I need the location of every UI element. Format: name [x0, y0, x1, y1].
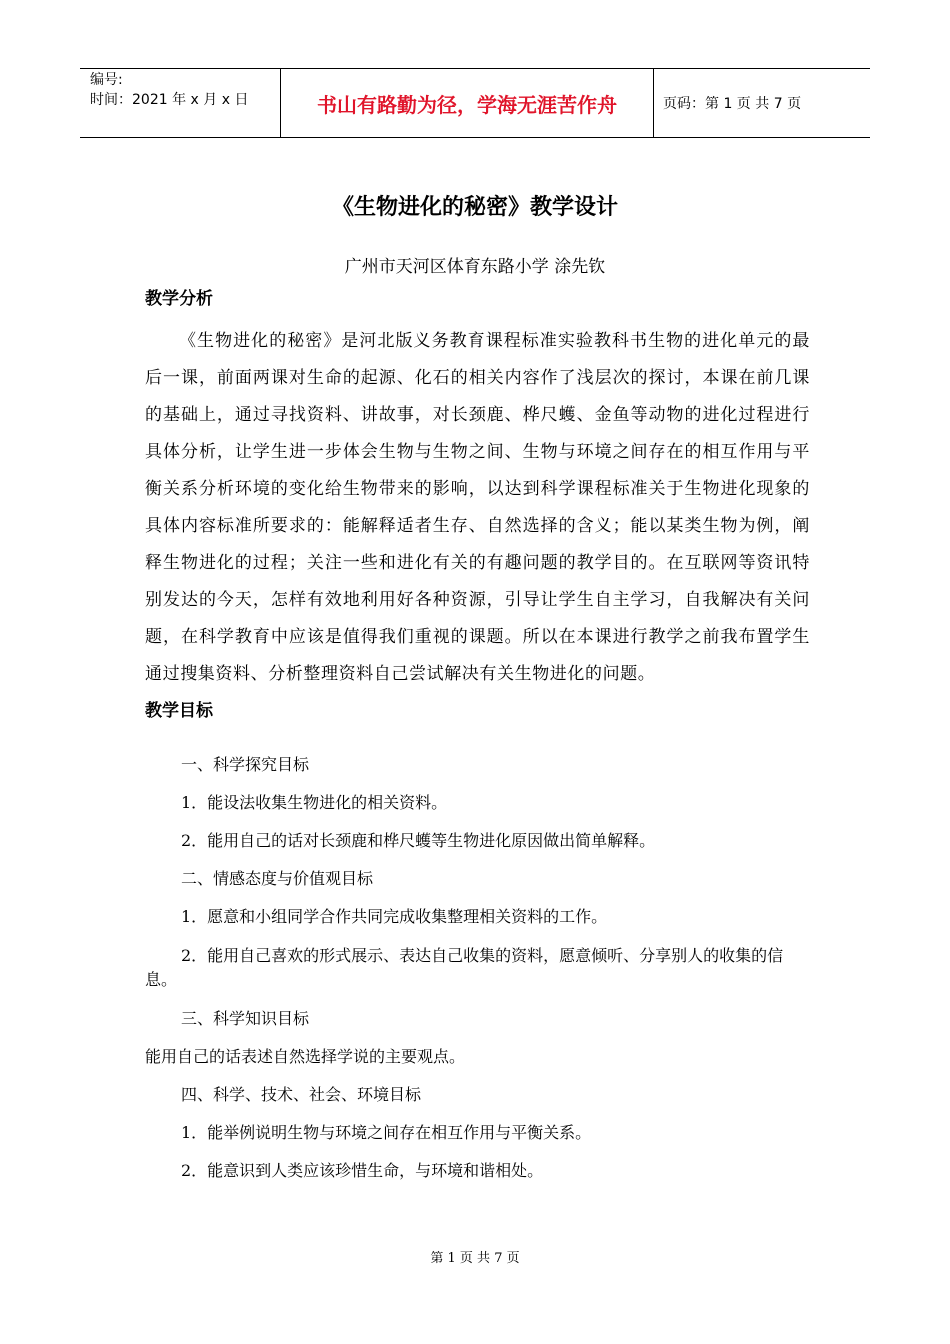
header-motto: 书山有路勤为径，学海无涯苦作舟: [280, 69, 654, 137]
goal3-text: 能用自己的话表述自然选择学说的主要观点。: [145, 1047, 466, 1066]
goal2-heading: 二、情感态度与价值观目标: [181, 869, 374, 888]
goal3-heading: 三、科学知识目标: [181, 1009, 310, 1028]
analysis-heading: 教学分析: [145, 289, 213, 309]
goal1-item1: 1．能设法收集生物进化的相关资料。: [181, 793, 448, 812]
time-label: 时间：2021 年 x 月 x 日: [90, 92, 249, 108]
goal4-item2: 2．能意识到人类应该珍惜生命，与环境和谐相处。: [181, 1161, 544, 1180]
document-title: 《生物进化的秘密》教学设计: [331, 195, 618, 220]
document-author: 广州市天河区体育东路小学 涂先钦: [344, 257, 606, 277]
serial-label: 编号:: [90, 72, 123, 88]
header-page-info: 页码：第 1 页 共 7 页: [663, 96, 802, 112]
goal2-item1: 1．愿意和小组同学合作共同完成收集整理相关资料的工作。: [181, 907, 608, 926]
document-body: [145, 286, 810, 1182]
page-footer: 第 1 页 共 7 页: [430, 1251, 520, 1266]
goal1-heading: 一、科学探究目标: [181, 755, 310, 774]
goal4-heading: 四、科学、技术、社会、环境目标: [181, 1085, 422, 1104]
goal2-item2: 2．能用自己喜欢的形式展示、表达自己收集的资料，愿意倾听、分享别人的收集的信息。: [145, 946, 784, 989]
goals-heading: 教学目标: [145, 701, 213, 721]
goal4-item1: 1．能举例说明生物与环境之间存在相互作用与平衡关系。: [181, 1123, 592, 1142]
goal1-item2: 2．能用自己的话对长颈鹿和桦尺蠖等生物进化原因做出简单解释。: [181, 831, 656, 850]
analysis-paragraph: 《生物进化的秘密》是河北版义务教育课程标准实验教科书生物的进化单元的最后一课，前面两课对生命的起源、化石的相关内容作了浅层次的探讨，本课在前几课的基础上，通过寻找资料、讲故事，对长颈鹿、桦尺蠖、金鱼等动物的进化过程进行具体分析，让学生进一步体会生物与生物之间、生物与环境之间存在的相互作用与平衡关系分析环境的变化给生物带来的影响，以达到科学课程标准关于生物进化现象的具体内容标准所要求的：能解释适者生存、自然选择的含义；能以某类生物为例，阐释生物进化的过程；关注一些和进化有关的有趣问题的教学目的。在互联网等资讯特别发达的今天，怎样有效地利用好各种资源，引导让学生自主学习，自我解决有关问题，在科学教育中应该是值得我们重视的课题。所以在本课进行教学之前我布置学生通过搜集资料、分析整理资料自己尝试解决有关生物进化的问题。: [145, 331, 810, 684]
header-meta: [80, 69, 280, 137]
page-header: [80, 68, 870, 138]
